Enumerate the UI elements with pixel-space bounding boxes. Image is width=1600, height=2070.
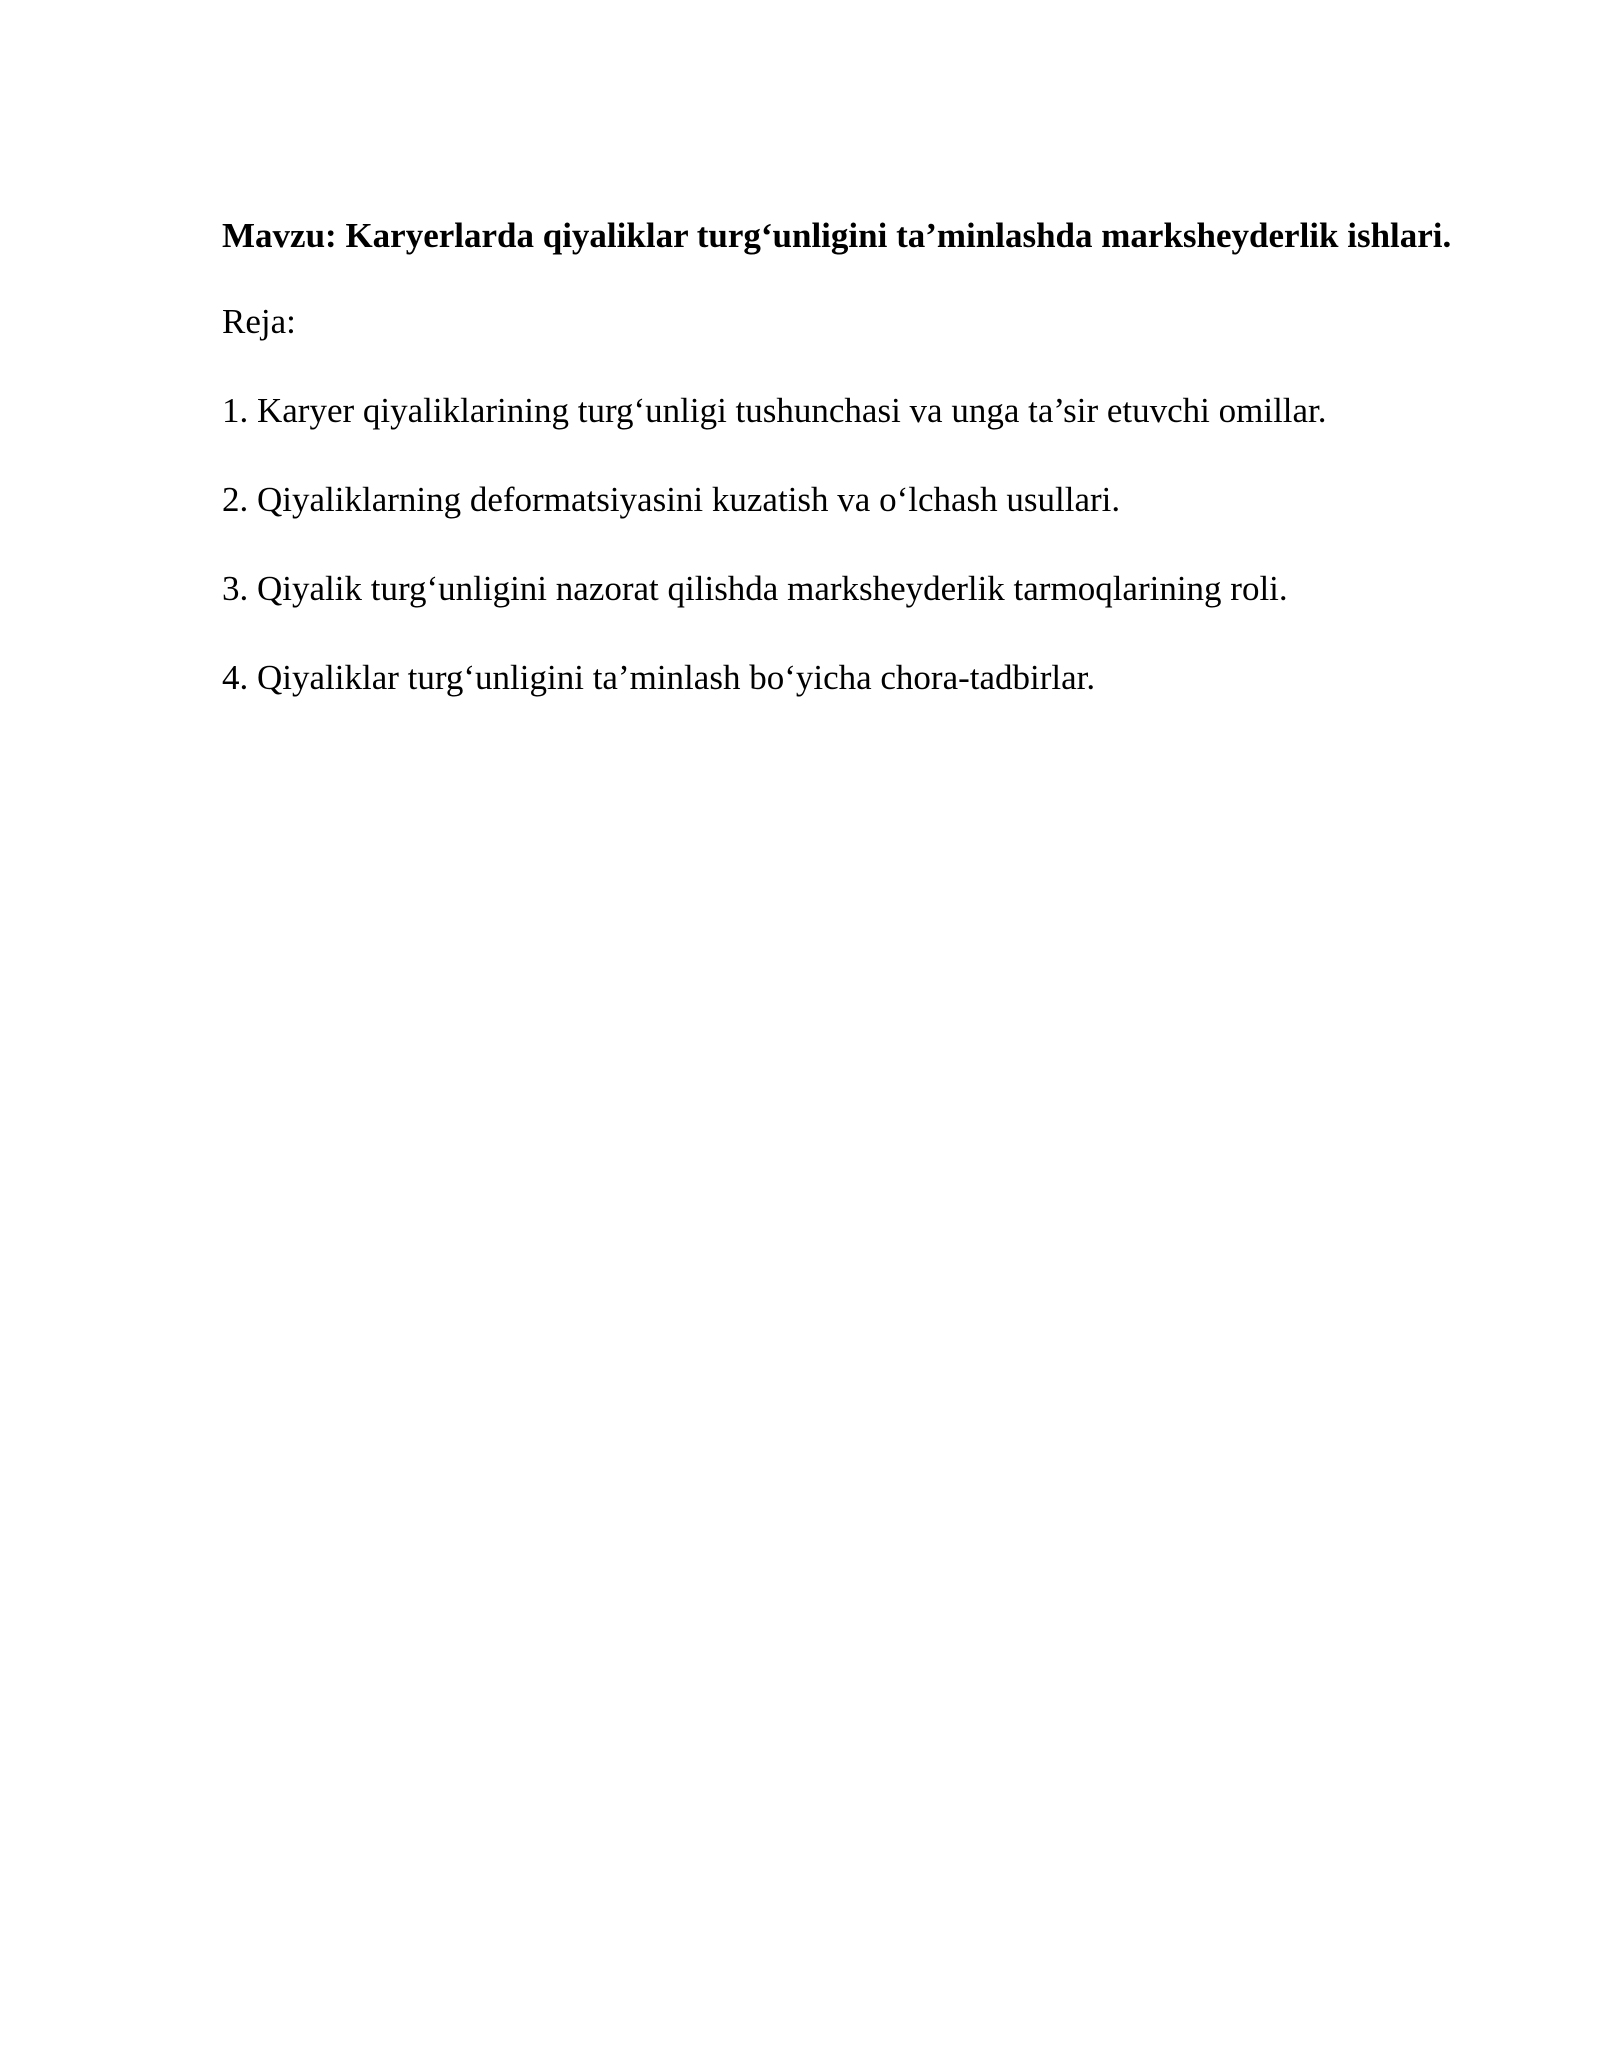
plan-item-4: 4. Qiyaliklar turg‘unligini ta’minlash bo‘yicha chora-tadbirlar.	[222, 658, 1096, 697]
plan-label: Reja:	[222, 302, 296, 341]
plan-item-1: 1. Karyer qiyaliklarining turg‘unligi tushunchasi va unga ta’sir etuvchi omillar.	[222, 391, 1327, 430]
plan-list	[222, 379, 1488, 709]
plan-item-3: 3. Qiyalik turg‘unligini nazorat qilishda marksheyderlik tarmoqlarining roli.	[222, 569, 1288, 608]
document-body	[222, 204, 1488, 735]
plan-item-2: 2. Qiyaliklarning deformatsiyasini kuzatish va o‘lchash usullari.	[222, 480, 1121, 519]
document-title: Mavzu: Karyerlarda qiyaliklar turg‘unligini ta’minlashda marksheyderlik ishlari.	[222, 216, 1452, 255]
